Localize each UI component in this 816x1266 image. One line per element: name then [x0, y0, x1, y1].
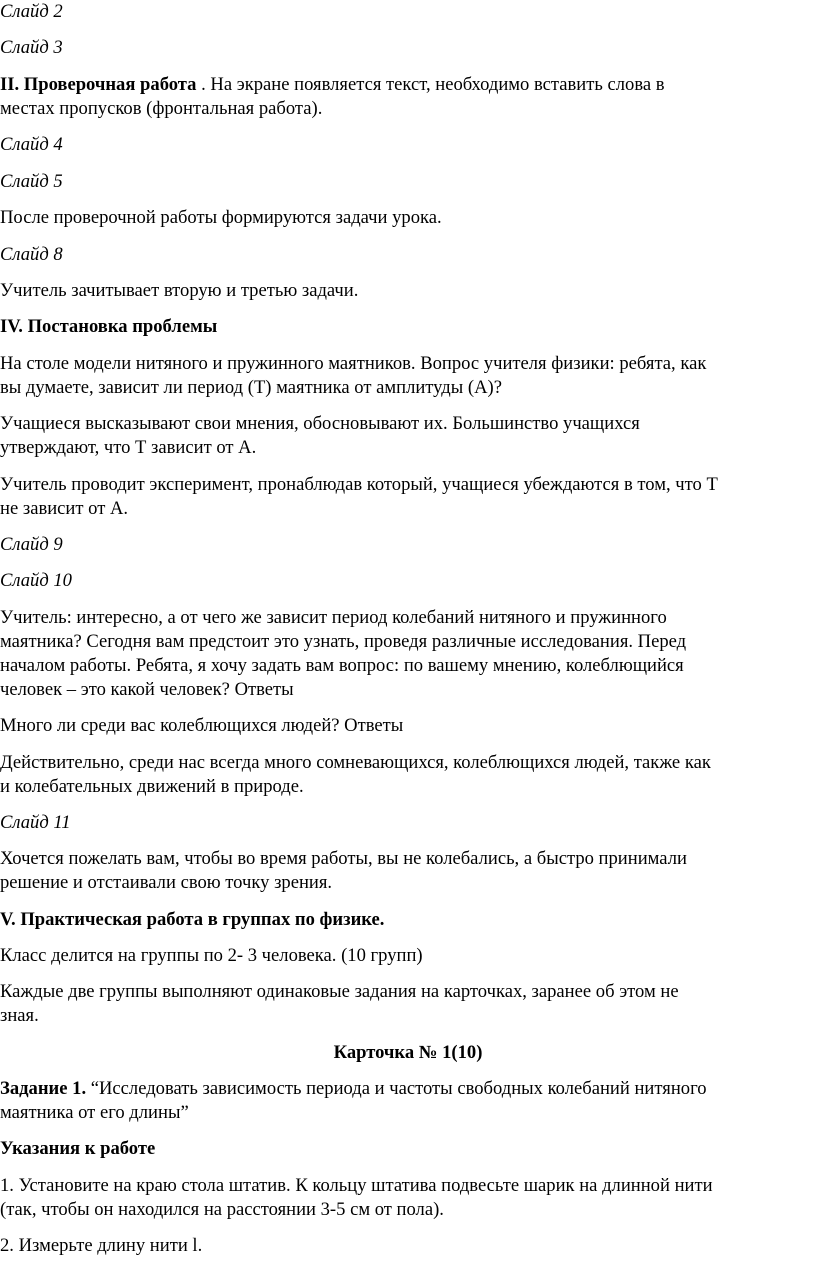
slide-label-9: Слайд 9	[0, 534, 63, 555]
slide-label-8: Слайд 8	[0, 244, 63, 265]
step-1-line-2: (так, чтобы он находился на расстоянии 3-5 см от пола).	[0, 1199, 444, 1220]
experiment-line-1: Учитель проводит эксперимент, пронаблюдав который, учащиеся убеждаются в том, что Т	[0, 474, 718, 495]
card-title: Карточка № 1(10)	[333, 1042, 483, 1063]
task-1-text-line-1: “Исследовать зависимость периода и частоты свободных колебаний нитяного	[86, 1078, 707, 1099]
section-2-paragraph	[0, 73, 816, 97]
section-2-heading: II. Проверочная работа	[0, 74, 197, 95]
slide-label-2: Слайд 2	[0, 1, 63, 22]
step-1-line-1: 1. Установите на краю стола штатив. К кольцу штатива подвесьте шарик на длинной нити	[0, 1175, 713, 1196]
students-line-1: Учащиеся высказывают свои мнения, обосновывают их. Большинство учащихся	[0, 413, 640, 434]
section-2-text-line-2: местах пропусков (фронтальная работа).	[0, 98, 323, 119]
many-paragraph: Много ли среди вас колеблющихся людей? Ответы	[0, 715, 404, 736]
experiment-line-2: не зависит от А.	[0, 498, 129, 519]
teacher-question-line-3: началом работы. Ребята, я хочу задать вам вопрос: по вашему мнению, колеблющийся	[0, 655, 684, 676]
every-two-line-2: зная.	[0, 1005, 39, 1026]
class-groups-paragraph: Класс делится на группы по 2- 3 человека. (10 групп)	[0, 945, 423, 966]
task-1-text-line-2: маятника от его длины”	[0, 1102, 189, 1123]
step-2-paragraph: 2. Измерьте длину нити l.	[0, 1235, 203, 1256]
task-1-paragraph	[0, 1077, 816, 1101]
slide-label-5: Слайд 5	[0, 171, 63, 192]
after-check-paragraph: После проверочной работы формируются задачи урока.	[0, 207, 442, 228]
slide-label-11: Слайд 11	[0, 812, 71, 833]
slide-label-10: Слайд 10	[0, 570, 72, 591]
teacher-question-line-4: человек – это какой человек? Ответы	[0, 679, 294, 700]
slide-label-3: Слайд 3	[0, 37, 63, 58]
section-4-heading: IV. Постановка проблемы	[0, 316, 218, 337]
section-2-text-line-1: . На экране появляется текст, необходимо вставить слова в	[196, 74, 665, 95]
section-5-heading: V. Практическая работа в группах по физике.	[0, 909, 385, 930]
task-1-label: Задание 1.	[0, 1078, 87, 1099]
wish-line-1: Хочется пожелать вам, чтобы во время работы, вы не колебались, а быстро принимали	[0, 848, 687, 869]
teacher-question-line-1: Учитель: интересно, а от чего же зависит период колебаний нитяного и пружинного	[0, 607, 667, 628]
students-line-2: утверждают, что Т зависит от А.	[0, 437, 257, 458]
teacher-reads-paragraph: Учитель зачитывает вторую и третью задачи.	[0, 280, 359, 301]
instructions-heading: Указания к работе	[0, 1138, 156, 1159]
slide-label-4: Слайд 4	[0, 134, 63, 155]
indeed-line-2: и колебательных движений в природе.	[0, 776, 304, 797]
wish-line-2: решение и отстаивали свою точку зрения.	[0, 872, 333, 893]
every-two-line-1: Каждые две группы выполняют одинаковые задания на карточках, заранее об этом не	[0, 981, 679, 1002]
indeed-line-1: Действительно, среди нас всегда много сомневающихся, колеблющихся людей, также как	[0, 752, 711, 773]
models-line-1: На столе модели нитяного и пружинного маятников. Вопрос учителя физики: ребята, как	[0, 353, 707, 374]
teacher-question-line-2: маятника? Сегодня вам предстоит это узнать, проведя различные исследования. Перед	[0, 631, 687, 652]
models-line-2: вы думаете, зависит ли период (Т) маятника от амплитуды (А)?	[0, 377, 502, 398]
